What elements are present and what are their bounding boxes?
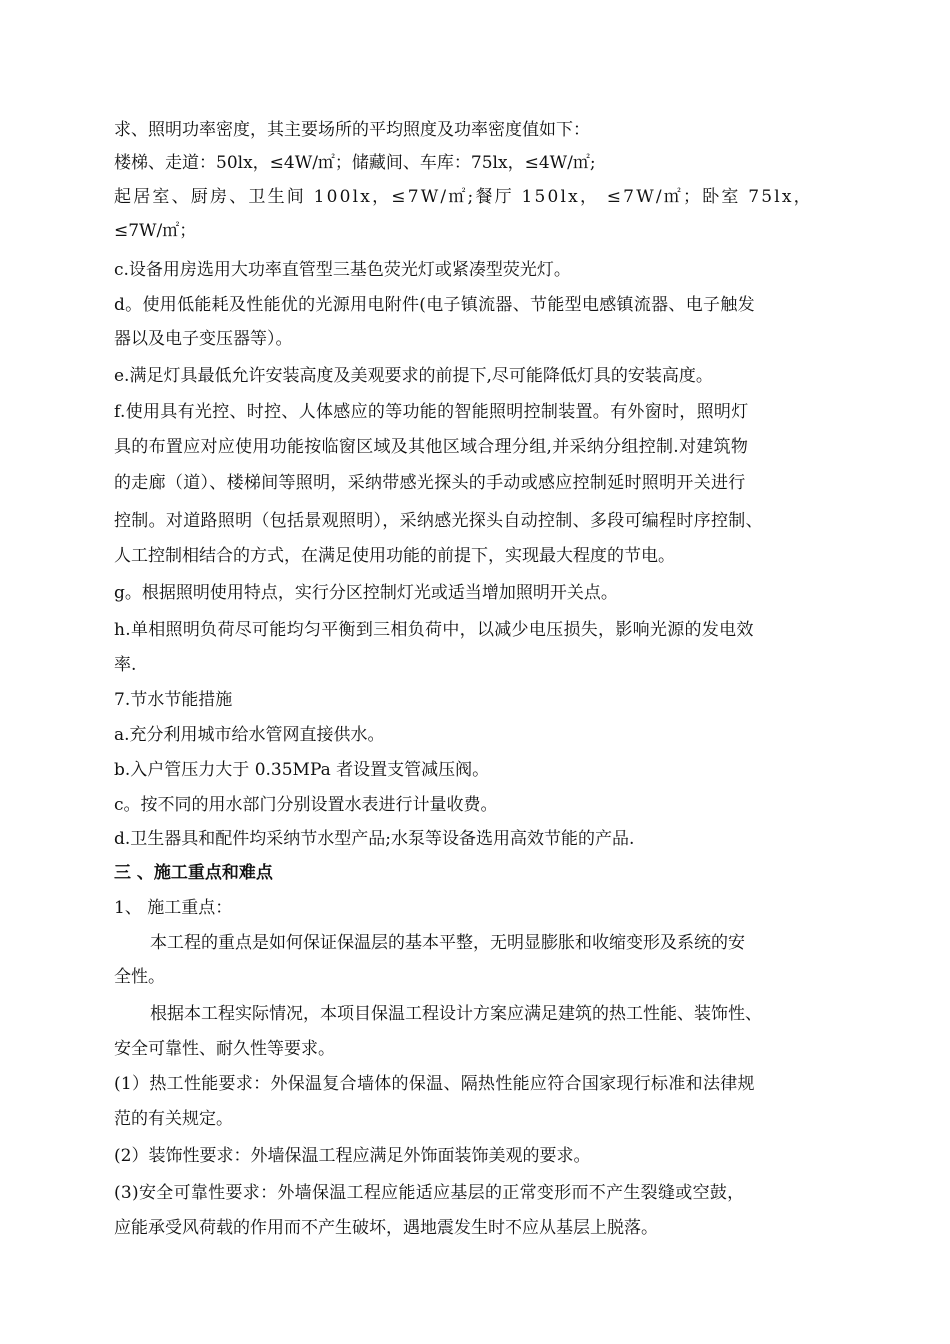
section-heading: 7.节水节能措施 — [114, 690, 233, 710]
text-line: 人工控制相结合的方式，在满足使用功能的前提下，实现最大程度的节电。 — [114, 546, 675, 566]
text-line: e.满足灯具最低允许安装高度及美观要求的前提下,尽可能降低灯具的安装高度。 — [114, 366, 713, 386]
text-line: d。使用低能耗及性能优的光源用电附件(电子镇流器、节能型电感镇流器、电子触发 — [114, 295, 755, 315]
paragraph-line: 安全可靠性、耐久性等要求。 — [114, 1039, 335, 1059]
text-line: (1）热工性能要求：外保温复合墙体的保温、隔热性能应符合国家现行标准和法律规 — [114, 1074, 755, 1094]
text-line: 范的有关规定。 — [114, 1109, 233, 1129]
paragraph-line: 全性。 — [114, 967, 165, 987]
paragraph-line: 根据本工程实际情况，本项目保温工程设计方案应满足建筑的热工性能、装饰性、 — [150, 1004, 762, 1024]
text-line: (2）装饰性要求：外墙保温工程应满足外饰面装饰美观的要求。 — [114, 1146, 591, 1166]
text-line: 控制。对道路照明（包括景观照明），采纳感光探头自动控制、多段可编程时序控制、 — [114, 511, 763, 531]
text-line: h.单相照明负荷尽可能均匀平衡到三相负荷中，以减少电压损失，影响光源的发电效 — [114, 620, 754, 640]
subsection-heading: 1、 施工重点： — [114, 898, 233, 918]
text-line: f.使用具有光控、时控、人体感应的等功能的智能照明控制装置。有外窗时，照明灯 — [114, 402, 749, 422]
text-line: 楼梯、走道：50lx，≤4W/㎡；储藏间、车库：75lx，≤4W/㎡; — [114, 153, 596, 173]
text-line: d.卫生器具和配件均采纳节水型产品;水泵等设备选用高效节能的产品. — [114, 829, 635, 849]
text-line: a.充分利用城市给水管网直接供水。 — [114, 725, 385, 745]
text-line: 率. — [114, 655, 137, 675]
text-line: 应能承受风荷载的作用而不产生破坏，遇地震发生时不应从基层上脱落。 — [114, 1218, 658, 1238]
text-line: 器以及电子变压器等）。 — [114, 329, 293, 349]
text-line: ≤7W/㎡； — [114, 221, 197, 241]
chapter-heading: 三 、施工重点和难点 — [114, 863, 273, 883]
text-line: (3)安全可靠性要求：外墙保温工程应能适应基层的正常变形而不产生裂缝或空鼓， — [114, 1183, 745, 1203]
text-line: g。根据照明使用特点，实行分区控制灯光或适当增加照明开关点。 — [114, 583, 618, 603]
text-line: 的走廊（道）、楼梯间等照明，采纳带感光探头的手动或感应控制延时照明开关进行 — [114, 473, 746, 493]
text-line: 起居室、厨房、卫生间 100lx，≤7W/㎡;餐厅 150lx， ≤7W/㎡；卧室 75lx， — [114, 187, 813, 207]
text-line: 求、照明功率密度，其主要场所的平均照度及功率密度值如下： — [114, 120, 590, 140]
text-line: b.入户管压力大于 0.35MPa 者设置支管减压阀。 — [114, 760, 490, 780]
text-line: 具的布置应对应使用功能按临窗区域及其他区域合理分组,并采纳分组控制.对建筑物 — [114, 437, 749, 457]
text-line: c.设备用房选用大功率直管型三基色荧光灯或紧凑型荧光灯。 — [114, 260, 571, 280]
text-line: c。按不同的用水部门分别设置水表进行计量收费。 — [114, 795, 498, 815]
paragraph-line: 本工程的重点是如何保证保温层的基本平整，无明显膨胀和收缩变形及系统的安 — [150, 933, 745, 953]
